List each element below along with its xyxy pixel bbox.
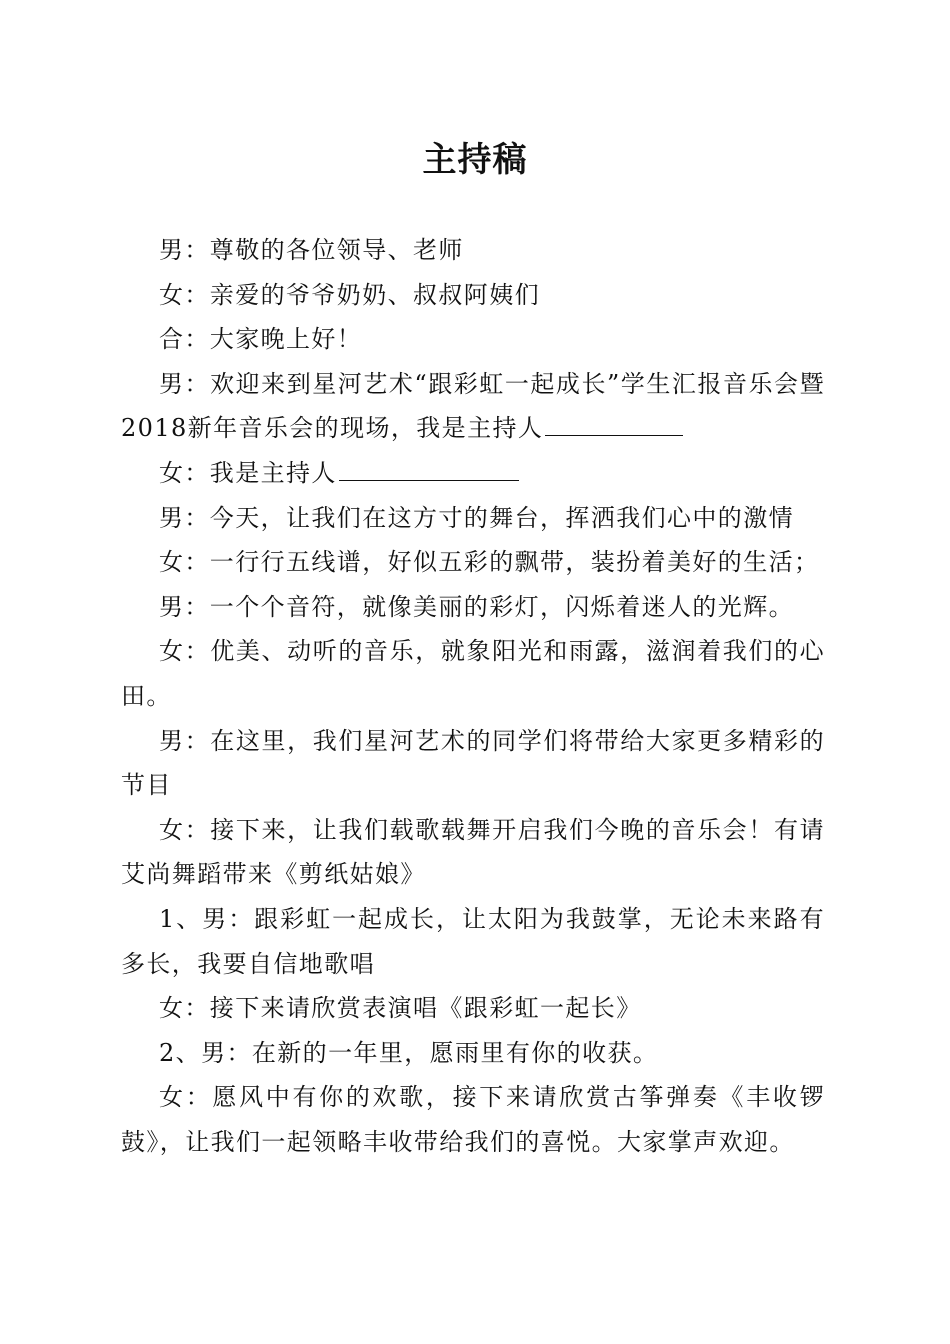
script-line: 女：一行行五线谱，好似五彩的飘带，装扮着美好的生活； xyxy=(159,548,820,577)
host-name-blank xyxy=(339,454,519,481)
script-line-with-blank xyxy=(121,362,825,451)
script-line-text: 女：我是主持人 xyxy=(159,458,337,487)
script-line: 2、男：在新的一年里，愿雨里有你的收获。 xyxy=(159,1038,659,1067)
script-line: 合：大家晚上好！ xyxy=(159,325,363,354)
script-line: 女：亲爱的爷爷奶奶、叔叔阿姨们 xyxy=(159,280,540,309)
script-body xyxy=(121,228,825,1164)
script-line: 女：优美、动听的音乐，就象阳光和雨露，滋润着我们的心田。 xyxy=(121,637,825,710)
script-line: 1、男：跟彩虹一起成长，让太阳为我鼓掌，无论未来路有多长，我要自信地歌唱 xyxy=(121,904,825,978)
script-line: 女：接下来请欣赏表演唱《跟彩虹一起长》 xyxy=(159,994,642,1023)
document-title: 主持稿 xyxy=(422,140,528,180)
script-line: 女：愿风中有你的欢歌，接下来请欣赏古筝弹奏《丰收锣鼓》，让我们一起领略丰收带给我们的喜悦。大家掌声欢迎。 xyxy=(121,1083,825,1156)
script-line: 女：接下来，让我们载歌载舞开启我们今晚的音乐会！有请艾尚舞蹈带来《剪纸姑娘》 xyxy=(121,815,825,889)
script-line: 男：一个个音符，就像美丽的彩灯，闪烁着迷人的光辉。 xyxy=(159,592,794,621)
script-line-with-blank xyxy=(121,451,825,496)
script-line: 男：在这里，我们星河艺术的同学们将带给大家更多精彩的节目 xyxy=(121,726,825,800)
script-line-text: 男：欢迎来到星河艺术“跟彩虹一起成长”学生汇报音乐会暨2018新年音乐会的现场，我是主持人 xyxy=(121,369,825,443)
host-name-blank xyxy=(545,409,683,436)
script-line: 男：今天，让我们在这方寸的舞台，挥洒我们心中的激情 xyxy=(159,503,794,532)
script-line: 男：尊敬的各位领导、老师 xyxy=(159,236,464,264)
